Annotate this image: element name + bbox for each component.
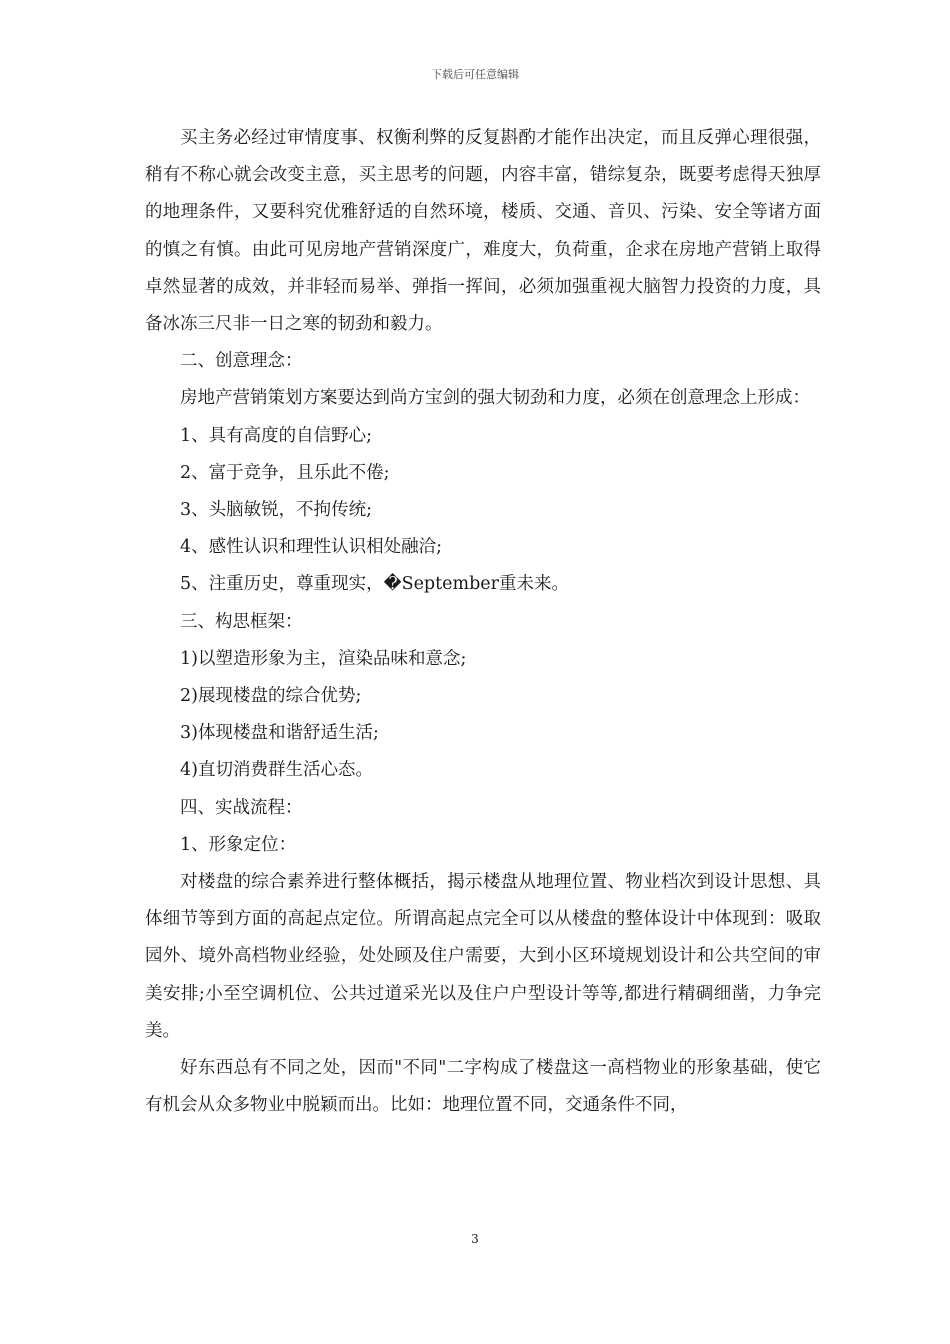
list-item: 2、富于竞争，且乐此不倦; xyxy=(180,462,390,483)
heading-creative-concept: 二、创意理念： xyxy=(180,351,303,372)
list-item: 5、注重历史，尊重现实，�September重未来。 xyxy=(180,574,570,595)
paragraph-buyer-considerations: 买主务必经过审情度事、权衡利弊的反复斟酌才能作出决定，而且反弹心理很强，稍有不称心就会改变主意，买主思考的问题，内容丰富，错综复杂，既要考虑得天独厚的地理条件，又要科究优雅舒适的自然环境，楼质、交通、音贝、污染、安全等诸方面的慎之有慎。由此可见房地产营销深度广，难度大，负荷重，企求在房地产营销上取得卓然显著的成效，并非轻而易举、弹指一挥间，必须加强重视大脑智力投资的力度，具备冰冻三尺非一日之寒的韧劲和毅力。 xyxy=(145,128,821,335)
list-item: 1)以塑造形象为主，渲染品味和意念; xyxy=(180,648,467,669)
list-item: 3、头脑敏锐，不拘传统; xyxy=(180,500,373,521)
list-item: 3)体现楼盘和谐舒适生活; xyxy=(180,723,379,744)
list-item: 4、感性认识和理性认识相处融洽; xyxy=(180,537,443,558)
list-item: 2)展现楼盘的综合优势; xyxy=(180,686,362,707)
list-item: 1、具有高度的自信野心; xyxy=(180,425,373,446)
page-number: 3 xyxy=(471,1232,479,1246)
page-header: 下载后可任意编辑 xyxy=(431,68,519,81)
list-item: 4)直切消费群生活心态。 xyxy=(180,760,373,781)
subheading-image-positioning: 1、形象定位： xyxy=(180,834,297,855)
paragraph-positioning: 对楼盘的综合素养进行整体概括，揭示楼盘从地理位置、物业档次到设计思想、具体细节等到方面的高起点定位。所谓高起点完全可以从楼盘的整体设计中体现到：吸取园外、境外高档物业经验，处处顾及住户需要，大到小区环境规划设计和公共空间的审美安排;小至空调机位、公共过道采光以及住户户型设计等等,都进行精碉细凿，力争完美。 xyxy=(145,872,821,1041)
paragraph-difference: 好东西总有不同之处，因而"不同"二字构成了楼盘这一高档物业的形象基础，使它有机会从众多物业中脱颖而出。比如：地理位置不同，交通条件不同， xyxy=(145,1058,821,1116)
paragraph-concept-intro: 房地产营销策划方案要达到尚方宝剑的强大韧劲和力度，必须在创意理念上形成： xyxy=(180,388,810,409)
document-body xyxy=(145,120,821,1124)
heading-framework: 三、构思框架： xyxy=(180,611,303,632)
heading-workflow: 四、实战流程： xyxy=(180,797,303,818)
